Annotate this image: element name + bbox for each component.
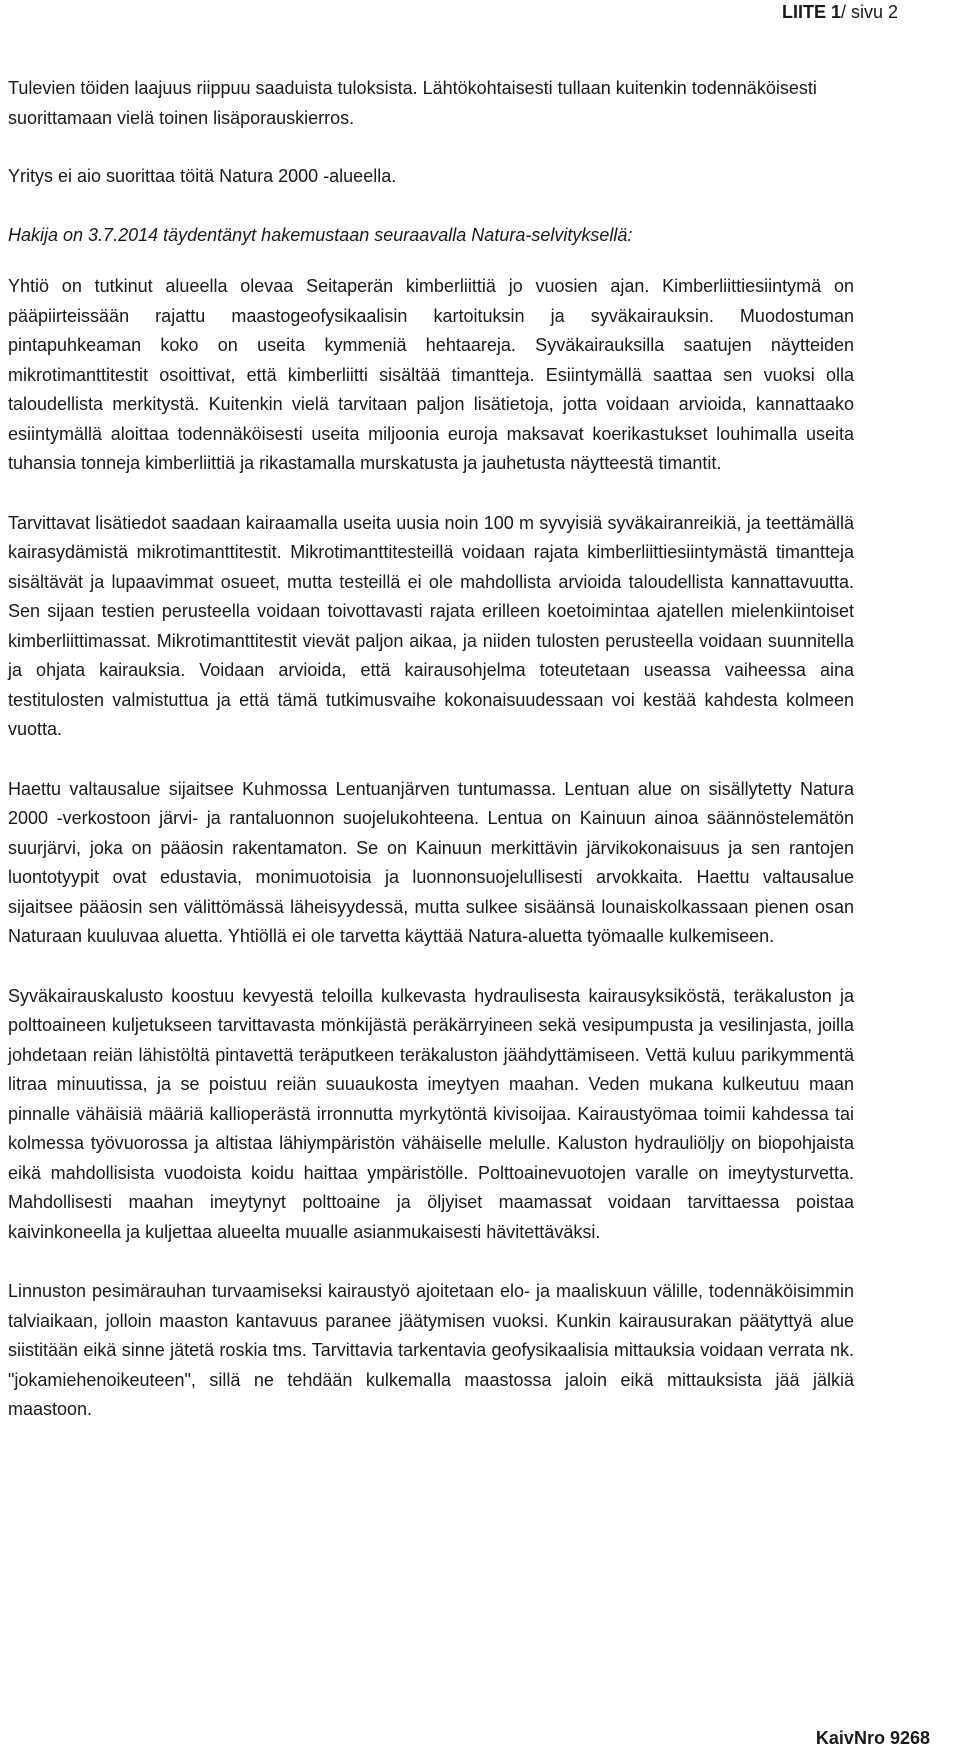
document-body	[8, 74, 854, 1425]
paragraph-5: Tarvittavat lisätiedot saadaan kairaamalla useita uusia noin 100 m syvyisiä syväkairanreikiä, ja teettämällä kairasydämistä mikrotimanttitestit. Mikrotimanttitesteillä voidaan rajata kimberliittiesiintymästä timantteja sisältävät ja lupaavimmat osueet, mutta testeillä ei ole mahdollista arvioida taloudellista kannattavuutta. Sen sijaan testien perusteella voidaan toivottavasti rajata erilleen koetoimintaa ajatellen mielenkiintoiset kimberliittimassat. Mikrotimanttitestit vievät paljon aikaa, ja niiden tulosten perusteella voidaan suunnitella ja ohjata kairauksia. Voidaan arvioida, että kairausohjelma toteutetaan useassa vaiheessa aina testitulosten valmistuttua ja että tämä tutkimusvaihe kokonaisuudessaan voi kestää kahdesta kolmeen vuotta.	[8, 512, 854, 739]
paragraph-3: Hakija on 3.7.2014 täydentänyt hakemustaan seuraavalla Natura-selvityksellä:	[8, 224, 633, 245]
page-footer: KaivNro 9268	[815, 1728, 930, 1748]
paragraph-4: Yhtiö on tutkinut alueella olevaa Seitaperän kimberliittiä jo vuosien ajan. Kimberliittiesiintymä on pääpiirteissään rajattu maastogeofysikaalisin kartoituksin ja syväkairauksin. Muodostuman pintapuhkeaman koko on useita kymmeniä hehtaareja. Syväkairauksilla saatujen näytteiden mikrotimanttitestit osoittivat, että kimberliitti sisältää timantteja. Esiintymällä saattaa sen vuoksi olla taloudellista merkitystä. Kuitenkin vielä tarvitaan paljon lisätietoja, jotta voidaan arvioida, kannattaako esiintymällä aloittaa todennäköisesti useita miljoonia euroja maksavat koerikastukset louhimalla useita tuhansia tonneja kimberliittiä ja rikastamalla murskatusta ja jauhetusta näytteestä timantit.	[8, 276, 854, 473]
attachment-label: LIITE 1	[781, 2, 841, 22]
paragraph-1: Tulevien töiden laajuus riippuu saaduista tuloksista. Lähtökohtaisesti tullaan kuitenkin todennäköisesti suorittamaan vielä toinen lisäporauskierros.	[8, 78, 817, 128]
page-header	[782, 2, 898, 23]
page-info: / sivu 2	[840, 2, 898, 22]
paragraph-8: Linnuston pesimärauhan turvaamiseksi kairaustyö ajoitetaan elo- ja maaliskuun välille, todennäköisimmin talviaikaan, jolloin maaston kantavuus paranee jäätymisen vuoksi. Kunkin kairausurakan päätyttyä alue siistitään eikä sinne jätetä roskia tms. Tarvittavia tarkentavia geofysikaalisia mittauksia voidaan verrata nk. "jokamiehenoikeuteen", sillä ne tehdään kulkemalla maastossa jaloin eikä mittauksista jää jälkiä maastoon.	[8, 1281, 854, 1419]
paragraph-7: Syväkairauskalusto koostuu kevyestä teloilla kulkevasta hydraulisesta kairausyksiköstä, teräkaluston ja polttoaineen kuljetukseen tarvittavasta mönkijästä peräkärryineen sekä vesipumpusta ja vesilinjasta, joilla johdetaan reiän lähistöltä pintavettä teräputkeen teräkaluston jäähdyttämiseen. Vettä kuluu parikymmentä litraa minuutissa, ja se poistuu reiän suuaukosta imeytyen maahan. Veden mukana kulkeutuu maan pinnalle vähäisiä määriä kallioperästä irronnutta myrkytöntä kivisoijaa. Kairaustyömaa toimii kahdessa tai kolmessa työvuorossa ja altistaa lähiympäristön vähäiselle melulle. Kaluston hydrauliöljy on biopohjaista eikä mahdollisista vuodoista koidu haittaa ympäristölle. Polttoainevuotojen varalle on imeytysturvetta. Mahdollisesti maahan imeytynyt polttoaine ja öljyiset maamassat voidaan tarvittaessa poistaa kaivinkoneella ja kuljettaa alueelta muualle asianmukaisesti hävitettäväksi.	[8, 985, 854, 1242]
paragraph-2: Yritys ei aio suorittaa töitä Natura 2000 -alueella.	[8, 166, 397, 186]
paragraph-6: Haettu valtausalue sijaitsee Kuhmossa Lentuanjärven tuntumassa. Lentuan alue on sisällytetty Natura 2000 -verkostoon järvi- ja rantaluonnon suojelukohteena. Lentua on Kainuun ainoa säännöstelemätön suurjärvi, joka on pääosin rakentamaton. Se on Kainuun merkittävin järvikokonaisuus ja sen rantojen luontotyypit ovat edustavia, monimuotoisia ja luonnonsuojelullisesti arvokkaita. Haettu valtausalue sijaitsee pääosin sen välittömässä läheisyydessä, mutta sulkee sisäänsä lounaiskolkassaan pienen osan Naturaan kuuluvaa aluetta. Yhtiöllä ei ole tarvetta käyttää Natura-aluetta työmaalle kulkemiseen.	[8, 778, 854, 946]
